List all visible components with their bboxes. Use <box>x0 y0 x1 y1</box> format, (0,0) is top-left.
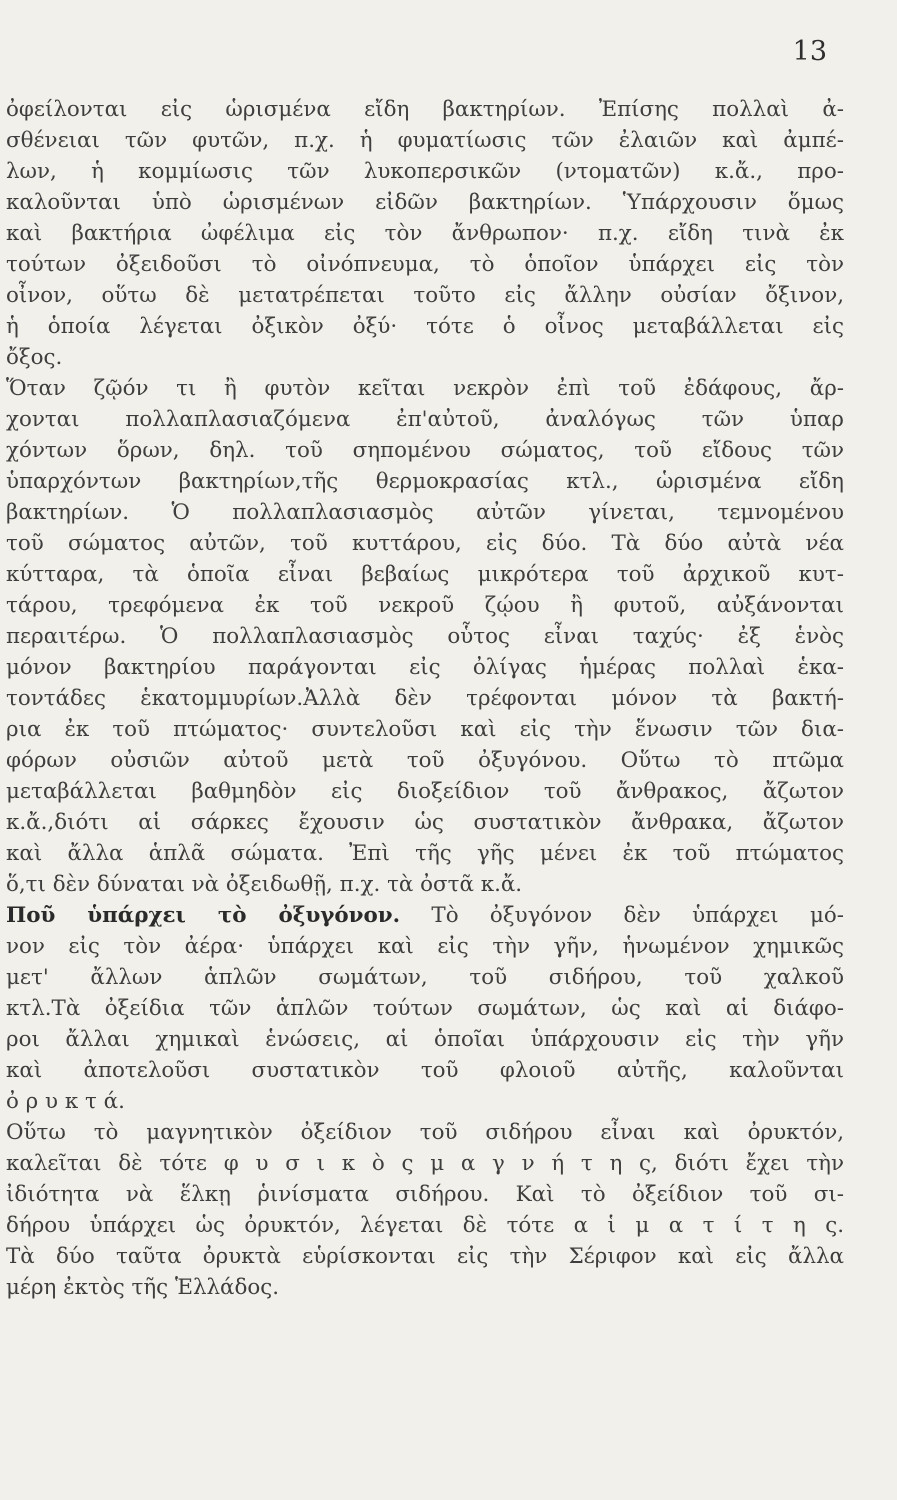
text-line: καλεῖται δὲ τότε φ υ σ ι κ ὸ ς μ α γ ν ή τ η ς, διότι ἔχει τὴν <box>6 1151 844 1176</box>
text-line: ἡ ὁποία λέγεται ὀξικὸν ὀξύ· τότε ὁ οἶνος μεταβάλλεται εἰς <box>6 314 844 339</box>
text-line: ὀφείλονται εἰς ὡρισμένα εἴδη βακτηρίων. Ἐπίσης πολλαὶ ἀ- <box>6 97 844 122</box>
text-line: ὄξος. <box>6 345 63 370</box>
text-line: τούτων ὀξειδοῦσι τὸ οἰνόπνευμα, τὸ ὁποῖον ὑπάρχει εἰς τὸν <box>6 252 844 277</box>
text-line: οἶνον, οὕτω δὲ μετατρέπεται τοῦτο εἰς ἄλλην οὐσίαν ὄξινον, <box>6 283 844 308</box>
text-line: λων, ἡ κομμίωσις τῶν λυκοπερσικῶν (ντοματῶν) κ.ἄ., προ- <box>6 159 844 184</box>
text-line: μεταβάλλεται βαθμηδὸν εἰς διοξείδιον τοῦ ἄνθρακος, ἄζωτον <box>6 779 844 804</box>
text-line: κύτταρα, τὰ ὁποῖα εἶναι βεβαίως μικρότερα τοῦ ἀρχικοῦ κυτ- <box>6 562 844 587</box>
text-line: καλοῦνται ὑπὸ ὡρισμένων εἰδῶν βακτηρίων. Ὑπάρχουσιν ὅμως <box>6 190 844 215</box>
text-line: βακτηρίων. Ὁ πολλαπλασιασμὸς αὐτῶν γίνεται, τεμνομένου <box>6 500 844 525</box>
text-line: καὶ βακτήρια ὠφέλιμα εἰς τὸν ἄνθρωπον· π.χ. εἴδη τινὰ ἐκ <box>6 221 844 246</box>
text-line: ὅ,τι δὲν δύναται νὰ ὀξειδωθῇ, π.χ. τὰ ὀστᾶ κ.ἄ. <box>6 872 523 897</box>
text-line: φόρων οὐσιῶν αὐτοῦ μετὰ τοῦ ὀξυγόνου. Οὕτω τὸ πτῶμα <box>6 748 844 773</box>
text-line: ἰδιότητα νὰ ἕλκῃ ῥινίσματα σιδήρου. Καὶ τὸ ὀξείδιον τοῦ σι- <box>6 1182 844 1207</box>
text-line: περαιτέρω. Ὁ πολλαπλασιασμὸς οὗτος εἶναι ταχύς· ἐξ ἑνὸς <box>6 624 844 649</box>
text-line: μέρη ἐκτὸς τῆς Ἑλλάδος. <box>6 1275 280 1300</box>
text-line: ρια ἐκ τοῦ πτώματος· συντελοῦσι καὶ εἰς τὴν ἕνωσιν τῶν δια- <box>6 717 844 742</box>
text-line: Οὕτω τὸ μαγνητικὸν ὀξείδιον τοῦ σιδήρου εἶναι καὶ ὀρυκτόν, <box>6 1120 844 1145</box>
text-line: τάρου, τρεφόμενα ἐκ τοῦ νεκροῦ ζῴου ἢ φυτοῦ, αὐξάνονται <box>6 593 844 618</box>
text-line: τοντάδες ἑκατομμυρίων.Ἀλλὰ δὲν τρέφονται μόνον τὰ βακτή- <box>6 686 844 711</box>
section-heading: Ποῦ ὑπάρχει τὸ ὀξυγόνον. <box>6 903 401 928</box>
text-line: τοῦ σώματος αὐτῶν, τοῦ κυττάρου, εἰς δύο. Τὰ δύο αὐτὰ νέα <box>6 531 844 556</box>
section-heading-line <box>6 900 844 931</box>
text-line: δήρου ὑπάρχει ὡς ὀρυκτόν, λέγεται δὲ τότε α ἱ μ α τ ί τ η ς. <box>6 1213 844 1238</box>
text-line: καὶ ἀποτελοῦσι συστατικὸν τοῦ φλοιοῦ αὐτῆς, καλοῦνται <box>6 1058 844 1083</box>
text-line: χόντων ὅρων, δηλ. τοῦ σηπομένου σώματος, τοῦ εἴδους τῶν <box>6 438 844 463</box>
body-text <box>6 94 844 1303</box>
text-line: ροι ἄλλαι χημικαὶ ἑνώσεις, αἱ ὁποῖαι ὑπάρχουσιν εἰς τὴν γῆν <box>6 1027 844 1052</box>
text-line: ὑπαρχόντων βακτηρίων,τῆς θερμοκρασίας κτλ., ὡρισμένα εἴδη <box>6 469 844 494</box>
text-line: νον εἰς τὸν ἀέρα· ὑπάρχει καὶ εἰς τὴν γῆν, ἡνωμένον χημικῶς <box>6 934 844 959</box>
text-line: Τὰ δύο ταῦτα ὀρυκτὰ εὑρίσκονται εἰς τὴν Σέριφον καὶ εἰς ἄλλα <box>6 1244 844 1269</box>
text-line: σθένειαι τῶν φυτῶν, π.χ. ἡ φυματίωσις τῶν ἐλαιῶν καὶ ἀμπέ- <box>6 128 844 153</box>
text-line: χονται πολλαπλασιαζόμενα ἐπ'αὐτοῦ, ἀναλόγως τῶν ὑπαρ <box>6 407 844 432</box>
text-line: μόνον βακτηρίου παράγονται εἰς ὀλίγας ἡμέρας πολλαὶ ἑκα- <box>6 655 844 680</box>
text-line: κτλ.Τὰ ὀξείδια τῶν ἁπλῶν τούτων σωμάτων, ὡς καὶ αἱ διάφο- <box>6 996 844 1021</box>
text-line: μετ' ἄλλων ἁπλῶν σωμάτων, τοῦ σιδήρου, τοῦ χαλκοῦ <box>6 965 844 990</box>
heading-line-rest: Τὸ ὀξυγόνον δὲν ὑπάρχει μό- <box>400 903 844 928</box>
text-line: ὀ ρ υ κ τ ά. <box>6 1089 125 1114</box>
text-line: κ.ἄ.,διότι αἱ σάρκες ἔχουσιν ὡς συστατικὸν ἄνθρακα, ἄζωτον <box>6 810 844 835</box>
page-number: 13 <box>792 36 827 67</box>
text-line: καὶ ἄλλα ἁπλᾶ σώματα. Ἐπὶ τῆς γῆς μένει ἐκ τοῦ πτώματος <box>6 841 844 866</box>
text-line: Ὅταν ζῷόν τι ἢ φυτὸν κεῖται νεκρὸν ἐπὶ τοῦ ἐδάφους, ἄρ- <box>6 376 844 401</box>
